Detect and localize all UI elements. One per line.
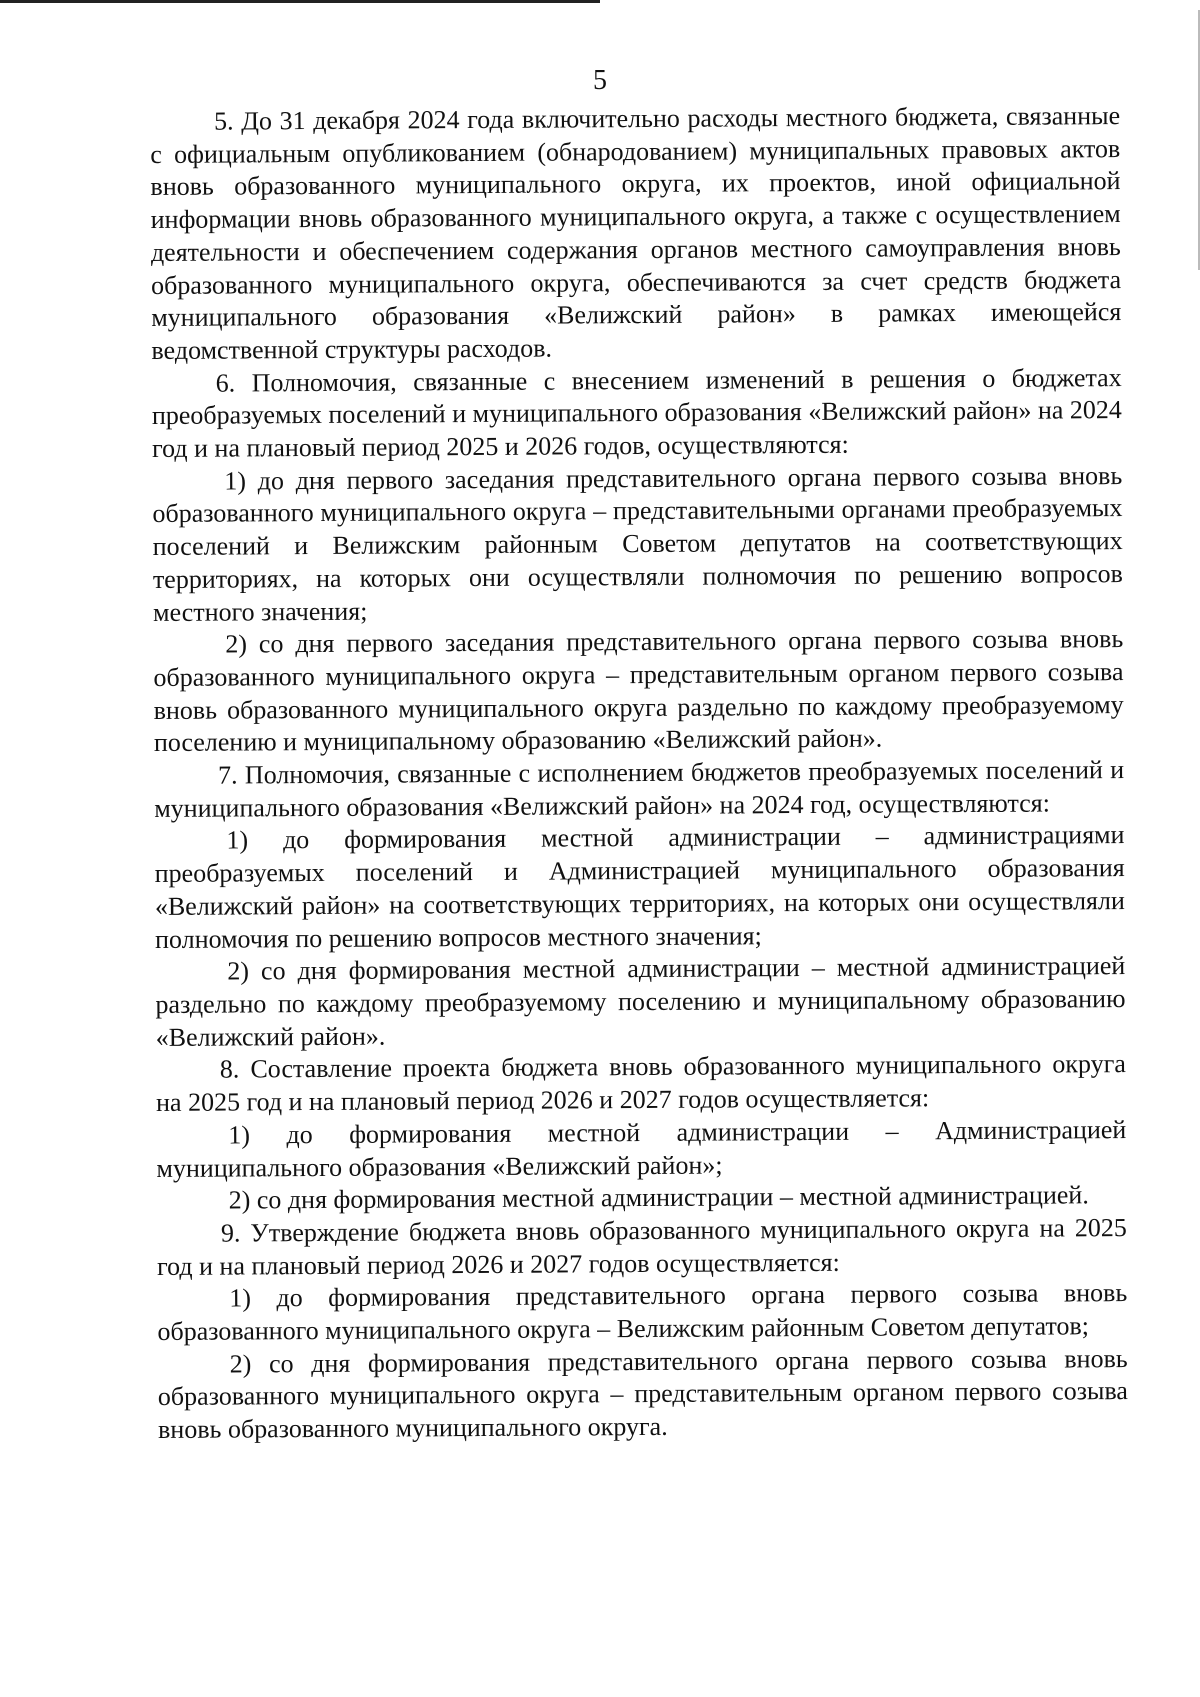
paragraph-8-item-1: 1) до формирования местной администрации – Администрацией муниципального образования «Велижский район»; [156,1114,1127,1183]
paragraph-6: 6. Полномочия, связанные с внесением изменений в решения о бюджетах преобразуемых поселений и муниципального образования «Велижский район» на 2024 год и на плановый период 2025 и 2026 годов, осуществляются: [151,362,1122,464]
paragraph-7-item-1: 1) до формирования местной администрации – администрациями преобразуемых поселений и Администрацией муниципального образования «Велижский район» на соответствующих территориях, на которых они осуществляли полномочия по решению вопросов местного значения; [154,820,1125,954]
paragraph-9-item-1: 1) до формирования представительного органа первого созыва вновь образованного муниципального округа – Велижским районным Советом депутатов; [157,1278,1128,1346]
paragraph-5: 5. До 31 декабря 2024 года включительно расходы местного бюджета, связанные с официальным опубликованием (обнародованием) муниципальных правовых актов вновь образованного муниципального округа, их проектов, иной официальной информации вновь образованного муниципального округа, а также с осуществлением деятельности и обеспечением содержания органов местного самоуправления вновь образованного муниципального округа, обеспечиваются за счет средств бюджета муниципального образования «Велижский район» в рамках имеющейся ведомственной структуры расходов. [150,101,1122,365]
paragraph-6-item-2: 2) со дня первого заседания представительного органа первого созыва вновь образованного муниципального округа – представительным органом первого созыва вновь образованного муниципального округа раздельно по каждому преобразуемому поселению и муниципальному образованию «Велижский район». [153,624,1124,758]
paragraph-7-item-2: 2) со дня формирования местной администрации – местной администрацией раздельно по каждому преобразуемому поселению и муниципальному образованию «Велижский район». [155,951,1126,1052]
document-body [150,100,1128,1447]
paragraph-9-item-2: 2) со дня формирования представительного органа первого созыва вновь образованного муниципального округа – представительным органом первого созыва вновь образованного муниципального округа. [157,1343,1128,1445]
paragraph-8: 8. Составление проекта бюджета вновь образованного муниципального округа на 2025 год и на плановый период 2026 и 2027 годов осуществляется: [155,1049,1126,1118]
page-number: 5 [593,65,607,96]
paragraph-7: 7. Полномочия, связанные с исполнением бюджетов преобразуемых поселений и муниципального образования «Велижский район» на 2024 год, осуществляются: [154,755,1125,823]
paragraph-8-item-2: 2) со дня формирования местной администрации – местной администрацией. [228,1180,1089,1215]
scan-artifact-top-line [0,0,600,3]
paragraph-6-item-1: 1) до дня первого заседания представительного органа первого созыва вновь образованного муниципального округа – представительными органами преобразуемых поселений и Велижским районным Советом депутатов на соответствующих территориях, на которых они осуществляли полномочия по решению вопросов местного значения; [152,460,1123,627]
paragraph-9: 9. Утверждение бюджета вновь образованного муниципального округа на 2025 год и на плановый период 2026 и 2027 годов осуществляется: [156,1212,1127,1281]
